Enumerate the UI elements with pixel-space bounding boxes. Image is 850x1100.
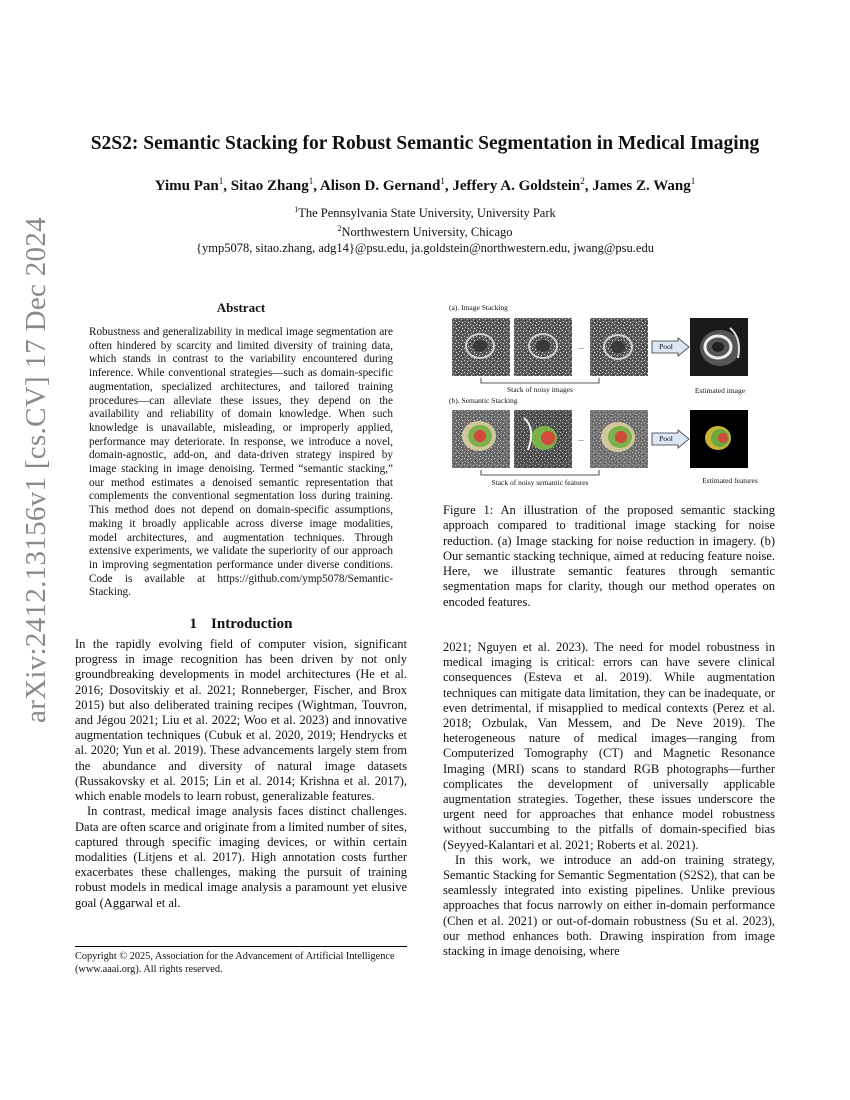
paper-title: S2S2: Semantic Stacking for Robust Semantic Segmentation in Medical Imaging bbox=[90, 133, 760, 154]
author-name: Jeffery A. Goldstein bbox=[452, 178, 581, 194]
estimated-features-label: Estimated features bbox=[702, 476, 758, 485]
estimated-image-label: Estimated image bbox=[694, 386, 746, 395]
noisy-semantic-map bbox=[514, 410, 572, 468]
right-column bbox=[443, 640, 775, 959]
section-heading-introduction bbox=[75, 616, 407, 633]
author-name: Yimu Pan bbox=[154, 178, 219, 194]
figure-caption: Figure 1: An illustration of the proposed semantic stacking approach compared to traditional image stacking for noise reduction. (a) Image stacking for noise reduction in imagery. (b) Our semantic stacking technique, aimed at reducing feature noise. Here, we illustrate semantic features through semantic segmentation maps for clarity, though our method operates on encoded features. bbox=[443, 503, 775, 609]
noisy-mri-image bbox=[590, 318, 648, 376]
author-affiliation: 1 bbox=[218, 176, 224, 186]
affiliations bbox=[60, 202, 790, 256]
stack-bracket bbox=[480, 469, 600, 477]
ellipsis: ... bbox=[578, 342, 584, 351]
figure-label-a: (a). Image Stacking bbox=[449, 303, 508, 312]
affiliation-1 bbox=[60, 202, 790, 221]
pool-label: Pool bbox=[659, 434, 673, 443]
author-affiliation: 2 bbox=[580, 176, 585, 186]
section-number: 1 bbox=[189, 616, 198, 633]
affiliation-text: The Pennsylvania State University, University Park bbox=[298, 206, 556, 221]
affiliation-text: Northwestern University, Chicago bbox=[341, 225, 513, 240]
author-affiliation: 1 bbox=[440, 176, 445, 186]
affiliation-number: 1 bbox=[294, 205, 299, 214]
author-separator: , bbox=[223, 178, 231, 194]
figure-label-b: (b). Semantic Stacking bbox=[449, 396, 518, 405]
noisy-mri-image bbox=[514, 318, 572, 376]
affiliation-2 bbox=[60, 221, 790, 240]
noisy-semantic-map bbox=[590, 410, 648, 468]
author-emails: {ymp5078, sitao.zhang, adg14}@psu.edu, ja.goldstein@northwestern.edu, jwang@psu.edu bbox=[196, 241, 654, 256]
ellipsis: ... bbox=[578, 434, 584, 443]
intro-paragraph-1: In the rapidly evolving field of computer vision, significant progress in image recognition has been driven by not only groundbreaking developments in model architectures (He et al. 2016; Dosovitskiy et al. 2021; Ronneberger, Fischer, and Brox 2015) but also deliberated training recipes (Wightman, Touvron, and Jégou 2021; Liu et al. 2022; Woo et al. 2023) and innovative augmentation techniques (Cubuk et al. 2020, 2019; Hendrycks et al. 2020; Yun et al. 2019). These advancements largely stem from the abundance and diversity of natural image datasets (Russakovsky et al. 2015; Lin et al. 2014; Krishna et al. 2017), which enable models to learn robust, generalizable features. bbox=[75, 637, 407, 804]
stack-label-b: Stack of noisy semantic features bbox=[491, 478, 589, 487]
author-affiliation: 1 bbox=[308, 176, 314, 186]
section-title: Introduction bbox=[211, 616, 293, 633]
author-list bbox=[60, 176, 790, 195]
author-separator: , bbox=[584, 178, 593, 194]
left-column bbox=[75, 300, 407, 911]
noisy-semantic-map bbox=[452, 410, 510, 468]
intro-paragraph-2-continued: 2021; Nguyen et al. 2023). The need for model robustness in medical imaging is critical: errors can have severe clinical consequences (Esteva et al. 2019). While augmentation techniques can mitigate data limitation, they can be inadequate, or even detrimental, if misapplied to medical contexts (Perez et al. 2018; Ozbulak, Van Messem, and De Neve 2019). The heterogeneous nature of medical images—ranging from Computerized Tomography (CT) and Magnetic Resonance Imaging (MRI) scans to standard RGB photographs—further complicates the development of universally applicable augmentation strategies. Together, these issues underscore the urgent need for approaches that enhance model robustness without succumbing to the pitfalls of domain-specified bias (Seyyed-Kalantari et al. 2021; Roberts et al. 2021). bbox=[443, 640, 775, 852]
estimated-mri-image bbox=[690, 318, 748, 376]
stack-bracket bbox=[480, 377, 600, 385]
pool-label: Pool bbox=[659, 342, 673, 351]
figure-caption-block bbox=[443, 503, 775, 610]
noisy-mri-image bbox=[452, 318, 510, 376]
author-name: James Z. Wang bbox=[592, 178, 691, 194]
copyright-footnote: Copyright © 2025, Association for the Advancement of Artificial Intelligence (www.aaai.org). All rights reserved. bbox=[75, 946, 407, 976]
author-separator: , bbox=[313, 178, 320, 194]
author-name: Sitao Zhang bbox=[230, 178, 309, 194]
affiliation-number: 2 bbox=[337, 224, 342, 234]
arxiv-stamp: arXiv:2412.13156v1 [cs.CV] 17 Dec 2024 bbox=[20, 217, 52, 723]
abstract-text: Robustness and generalizability in medical image segmentation are often hindered by scarcity and limited diversity of training data, which stands in contrast to the variability encountered during inference. While conventional strategies—such as domain-specific augmentation, specialized architectures, and tailored training procedures—can alleviate these issues, they depend on the availability and reliability of domain knowledge. When such knowledge is unavailable, misleading, or improperly applied, performance may deteriorate. In response, we introduce a novel, domain-agnostic, add-on, and data-driven strategy inspired by image stacking in image denoising. Termed “semantic stacking,” our method estimates a denoised semantic representation that complements the conventional segmentation loss during training. This method does not depend on domain-specific assumptions, making it broadly applicable across diverse image modalities, model architectures, and augmentation techniques. Through extensive experiments, we validate the superiority of our approach in improving segmentation performance under diverse conditions. Code is available at https://github.com/ymp5078/Semantic-Stacking. bbox=[89, 326, 393, 599]
estimated-feature-map bbox=[690, 410, 748, 468]
author-name: Alison D. Gernand bbox=[319, 178, 441, 194]
author-separator: , bbox=[444, 178, 453, 194]
author-affiliation: 1 bbox=[690, 176, 696, 186]
intro-paragraph-3: In this work, we introduce an add-on training strategy, Semantic Stacking for Semantic Segmentation (S2S2), that can be seamlessly integrated into existing pipelines. Unlike previous approaches that focus narrowly on either in-domain performance (Chen et al. 2021) or out-of-domain robustness (Su et al. 2023), our method enhances both. Drawing inspiration from image stacking in image denoising, where bbox=[443, 852, 775, 959]
abstract-heading: Abstract bbox=[216, 300, 266, 315]
intro-paragraph-2: In contrast, medical image analysis faces distinct challenges. Data are often scarce and originate from a limited number of sites, captured through specific imaging devices, or within certain modalities (Litjens et al. 2017). High annotation costs further exacerbates these challenges, making the pursuit of training robust models in medical image analysis a paramount yet elusive goal (Aggarwal et al. bbox=[75, 804, 407, 910]
stack-label-a: Stack of noisy images bbox=[506, 385, 574, 394]
